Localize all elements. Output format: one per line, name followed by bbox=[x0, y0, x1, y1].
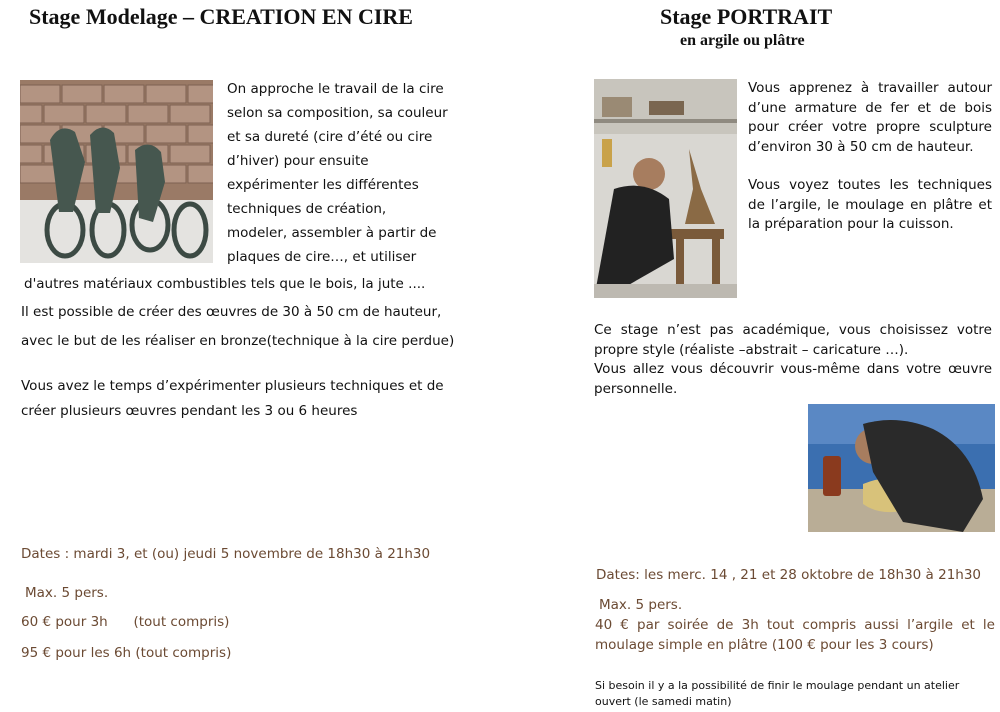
time-line-1: Vous avez le temps d’expérimenter plusieurs techniques et de bbox=[21, 378, 444, 394]
left-price-6h: 95 € pour les 6h (tout compris) bbox=[21, 645, 232, 661]
size-line: Il est possible de créer des œuvres de 30 à 50 cm de hauteur, bbox=[21, 304, 442, 320]
right-dates: Dates: les merc. 14 , 21 et 28 oktobre de 18h30 à 21h30 bbox=[596, 567, 982, 583]
bronze-line: avec le but de les réaliser en bronze(technique à la cire perdue) bbox=[21, 333, 455, 349]
intro-line: techniques de création, bbox=[227, 201, 387, 217]
intro-line: selon sa composition, sa couleur bbox=[227, 105, 448, 121]
right-price: 40 € par soirée de 3h tout compris aussi l’argile et le moulage simple en plâtre (100 € pour les 3 cours) bbox=[595, 617, 995, 653]
right-para-3: Ce stage n’est pas académique, vous choisissez votre propre style (réaliste –abstrait – caricature …). bbox=[594, 322, 992, 358]
right-para-2: Vous voyez toutes les techniques de l’argile, le moulage en plâtre et la préparation pour la cuisson. bbox=[748, 177, 992, 232]
right-max: Max. 5 pers. bbox=[599, 597, 683, 613]
sculptor-photo bbox=[594, 79, 737, 298]
intro-line: plaques de cire…, et utiliser bbox=[227, 249, 417, 265]
left-max: Max. 5 pers. bbox=[25, 585, 109, 601]
right-title: Stage PORTRAIT bbox=[660, 4, 833, 29]
left-intro bbox=[227, 77, 457, 269]
left-title: Stage Modelage – CREATION EN CIRE bbox=[29, 4, 413, 29]
right-para-4: Vous allez vous découvrir vous-même dans votre œuvre personnelle. bbox=[594, 361, 992, 397]
right-subtitle: en argile ou plâtre bbox=[680, 32, 805, 49]
intro-line: et sa dureté (cire d’été ou cire bbox=[227, 129, 433, 145]
time-line-2: créer plusieurs œuvres pendant les 3 ou 6 heures bbox=[21, 403, 358, 419]
intro-line: On approche le travail de la cire bbox=[227, 81, 444, 97]
left-price-3h: 60 € pour 3h (tout compris) bbox=[21, 614, 230, 630]
intro-line: modeler, assembler à partir de bbox=[227, 225, 437, 241]
left-dates: Dates : mardi 3, et (ou) jeudi 5 novembre de 18h30 à 21h30 bbox=[21, 546, 431, 562]
materials-line: d'autres matériaux combustibles tels que le bois, la jute .... bbox=[24, 276, 426, 292]
intro-line: d’hiver) pour ensuite bbox=[227, 153, 369, 169]
wax-sculpture-photo bbox=[20, 80, 213, 263]
intro-line: expérimenter les différentes bbox=[227, 177, 419, 193]
right-note: Si besoin il y a la possibilité de finir le moulage pendant un atelier ouvert (le samedi matin) bbox=[595, 679, 960, 708]
right-para-1: Vous apprenez à travailler autour d’une armature de fer et de bois pour créer votre propre sculpture d’environ 30 à 50 cm de hauteur. bbox=[748, 80, 992, 155]
plaster-mold-photo bbox=[808, 404, 995, 532]
